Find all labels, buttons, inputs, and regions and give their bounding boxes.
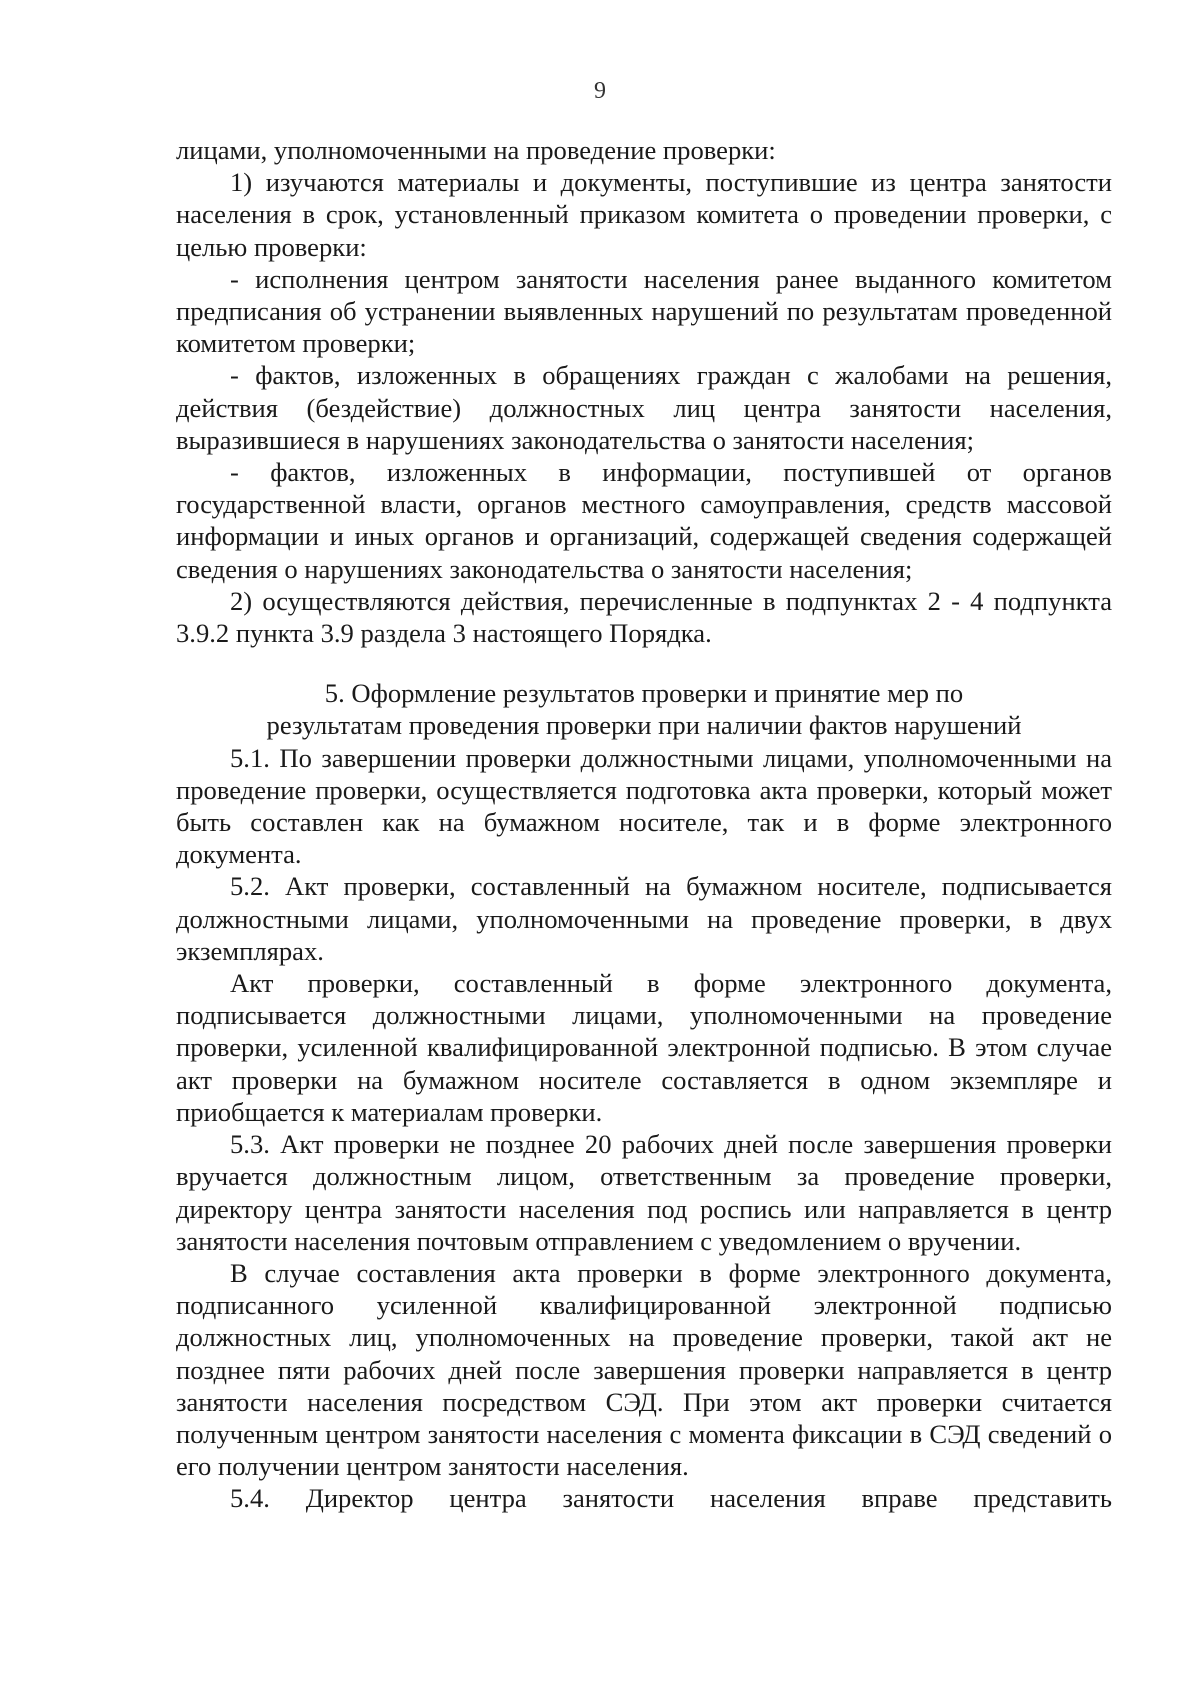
paragraph-item-1: 1) изучаются материалы и документы, поступившие из центра занятости населения в срок, установленный приказом комитета о проведении проверки, с целью проверки: bbox=[176, 167, 1112, 262]
paragraph-item-2: 2) осуществляются действия, перечисленные в подпунктах 2 - 4 подпункта 3.9.2 пункта 3.9 раздела 3 настоящего Порядка. bbox=[176, 585, 1112, 649]
paragraph-bullet-complaints: - фактов, изложенных в обращениях граждан с жалобами на решения, действия (бездействие) должностных лиц центра занятости населения, выразившиеся в нарушениях законодательства о занятости населения; bbox=[176, 360, 1112, 455]
section-heading-line-1: 5. Оформление результатов проверки и принятие мер по bbox=[324, 678, 964, 709]
section-heading bbox=[176, 677, 1112, 741]
paragraph-continuation: лицами, уполномоченными на проведение проверки: bbox=[176, 135, 776, 165]
document-body bbox=[176, 134, 1112, 1515]
paragraph-5-3: 5.3. Акт проверки не позднее 20 рабочих дней после завершения проверки вручается должностным лицом, ответственным за проведение проверки, директору центра занятости населения под роспись или направляется в центр занятости населения почтовым отправлением с уведомлением о вручении. bbox=[176, 1129, 1112, 1256]
paragraph-bullet-information: - фактов, изложенных в информации, поступившей от органов государственной власти, органов местного самоуправления, средств массовой информации и иных органов и организаций, содержащей сведения содержащей сведения о нарушениях законодательства о занятости населения; bbox=[176, 457, 1112, 584]
page-number: 9 bbox=[594, 78, 606, 104]
section-heading-line-2: результатам проведения проверки при наличии фактов нарушений bbox=[266, 710, 1022, 741]
paragraph-electronic-act: Акт проверки, составленный в форме электронного документа, подписывается должностными лицами, уполномоченными на проведение проверки, усиленной квалифицированной электронной подписью. В этом случае акт проверки на бумажном носителе составляется в одном экземпляре и приобщается к материалам проверки. bbox=[176, 968, 1112, 1127]
paragraph-bullet-prescription: - исполнения центром занятости населения ранее выданного комитетом предписания об устранении выявленных нарушений по результатам проведенной комитетом проверки; bbox=[176, 263, 1112, 359]
paragraph-electronic-delivery: В случае составления акта проверки в форме электронного документа, подписанного усиленной квалифицированной электронной подписью должностных лиц, уполномоченных на проведение проверки, такой акт не позднее пяти рабочих дней после завершения проверки направляется в центр занятости населения посредством СЭД. При этом акт проверки считается полученным центром занятости населения с момента фиксации в СЭД сведений о его получении центром занятости населения. bbox=[176, 1257, 1112, 1482]
paragraph-5-2: 5.2. Акт проверки, составленный на бумажном носителе, подписывается должностными лицами, уполномоченными на проведение проверки, в двух экземплярах. bbox=[176, 871, 1112, 966]
paragraph-5-4: 5.4. Директор центра занятости населения вправе представить bbox=[230, 1483, 1112, 1514]
paragraph-5-1: 5.1. По завершении проверки должностными лицами, уполномоченными на проведение проверки, осуществляется подготовка акта проверки, который может быть составлен как на бумажном носителе, так и в форме электронного документа. bbox=[176, 742, 1112, 870]
